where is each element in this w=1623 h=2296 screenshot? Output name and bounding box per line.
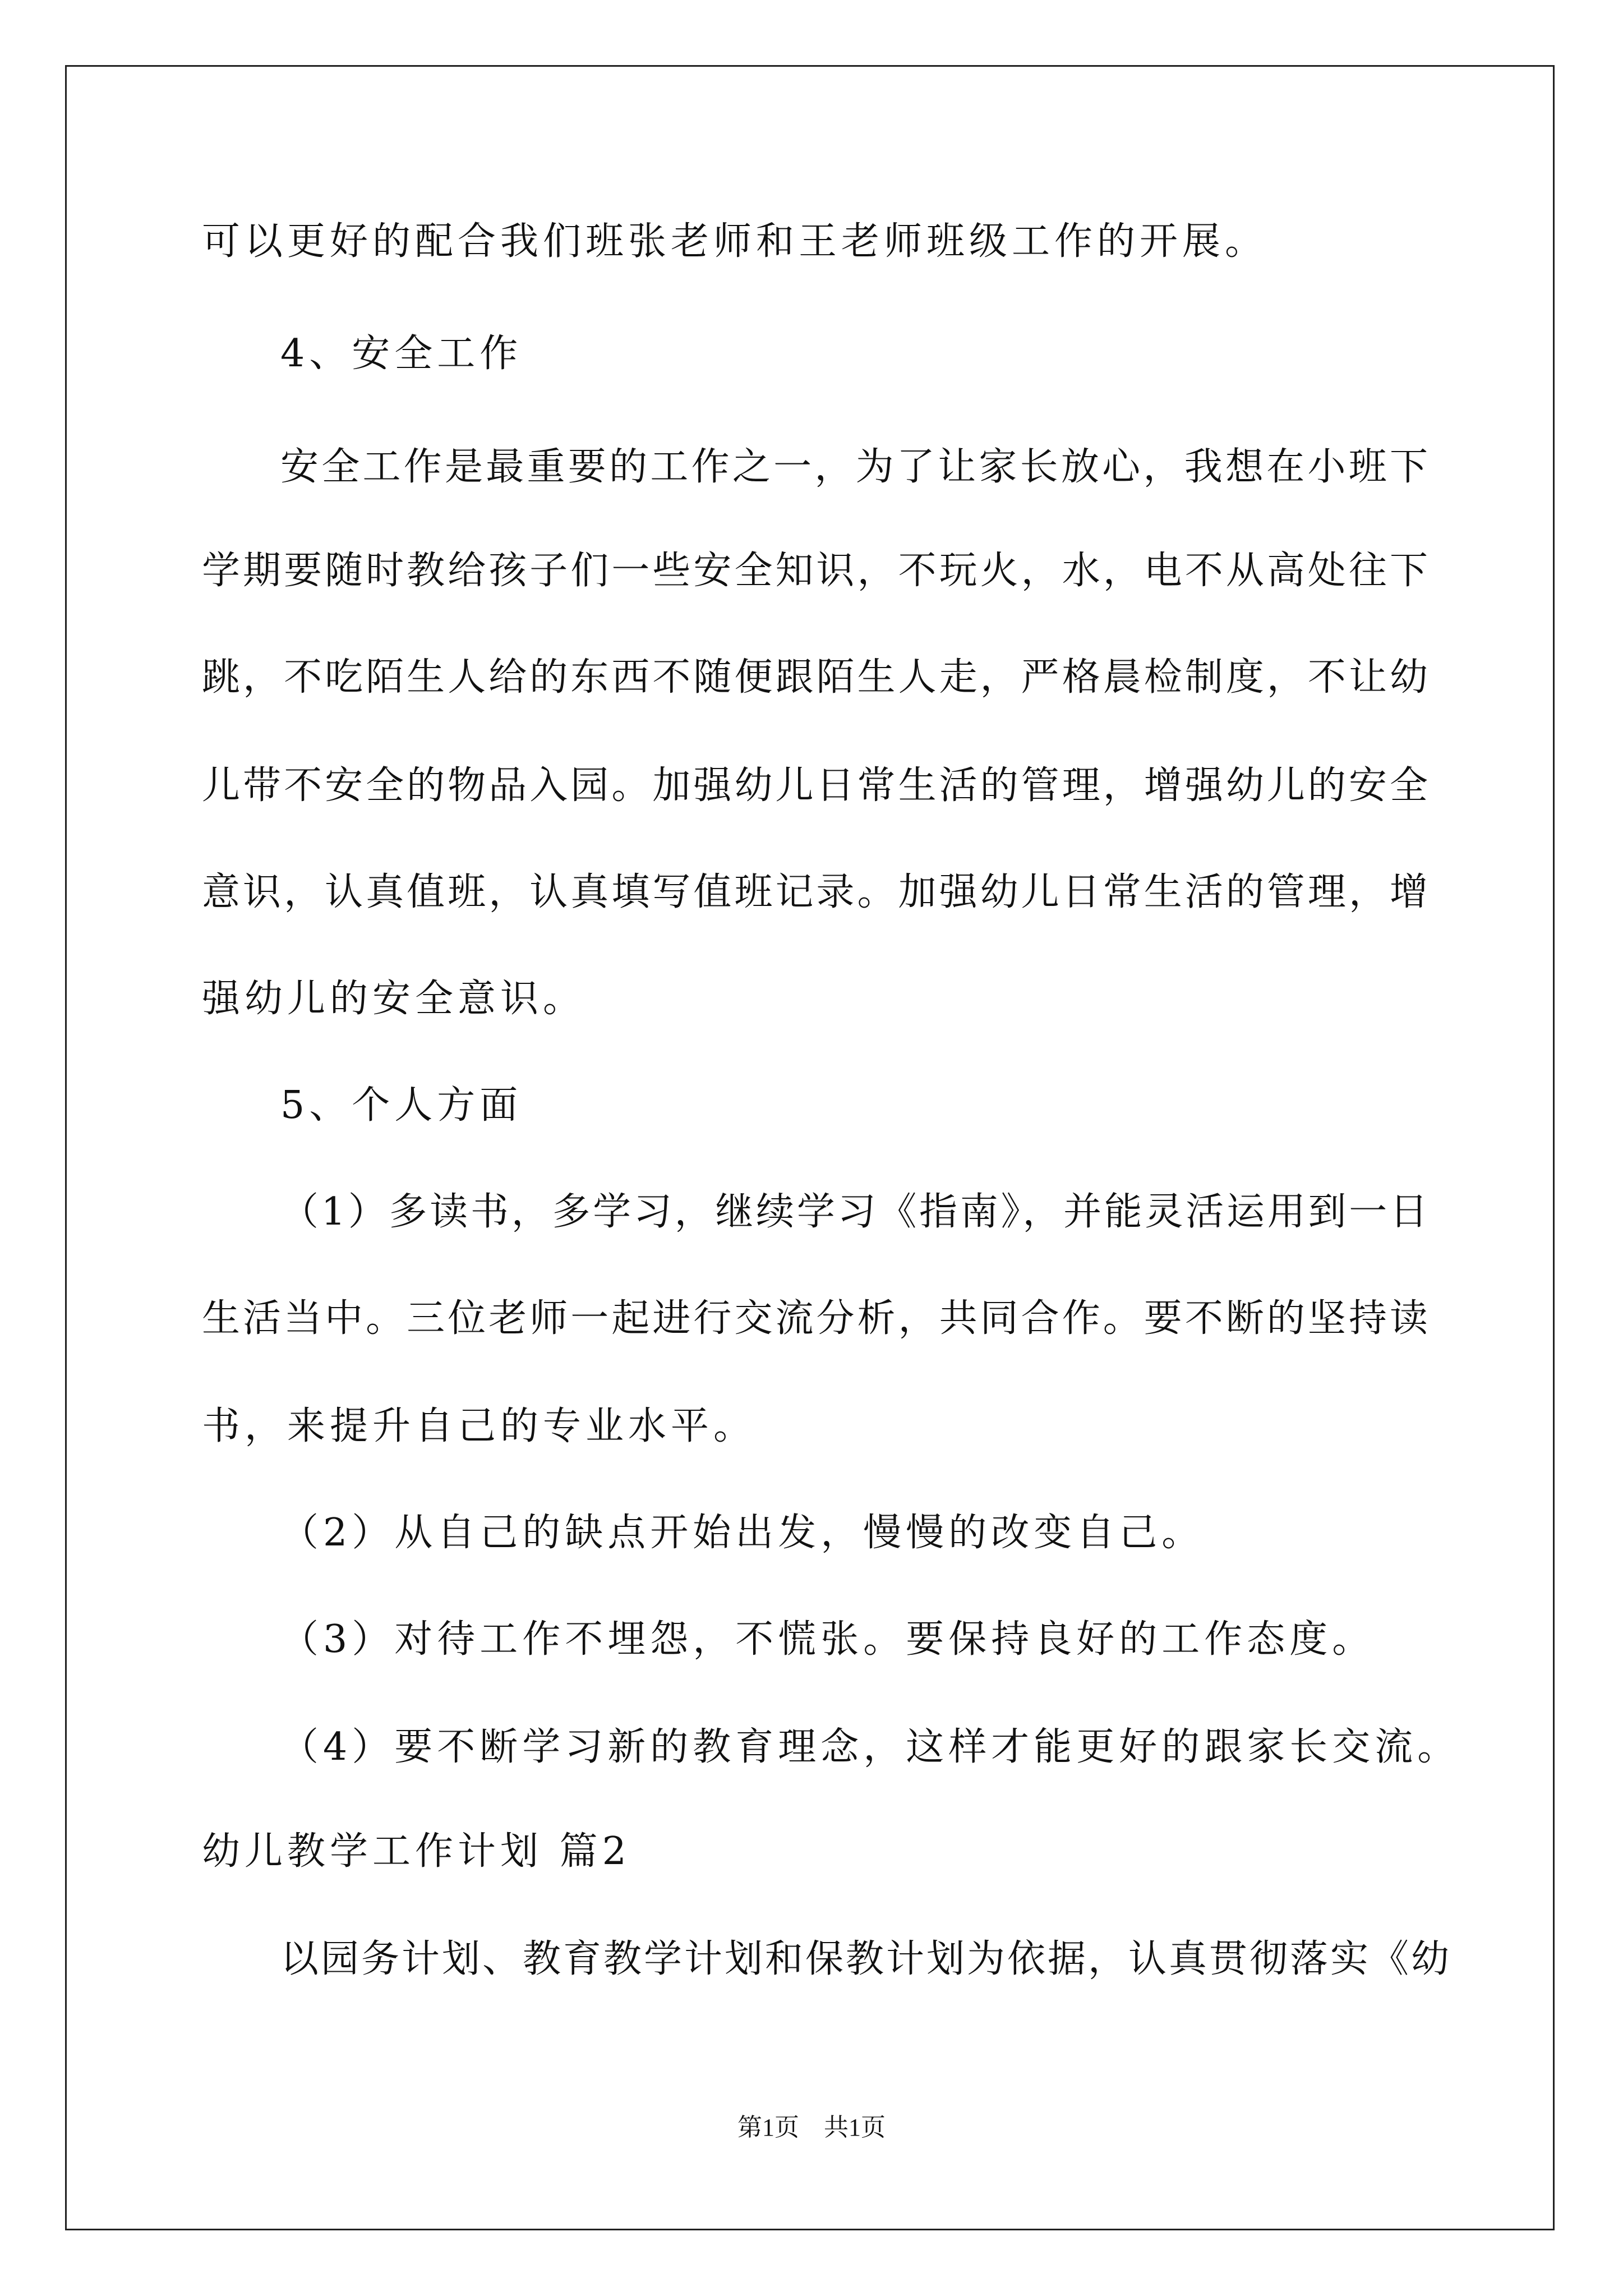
paragraph-line: 意识，认真值班，认真填写值班记录。加强幼儿日常生活的管理，增: [202, 870, 1430, 914]
paragraph-line: 书，来提升自己的专业水平。: [202, 1404, 757, 1448]
section-title: 幼儿教学工作计划 篇2: [202, 1829, 631, 1874]
paragraph-line: 生活当中。三位老师一起进行交流分析，共同合作。要不断的坚持读: [202, 1296, 1430, 1341]
page-footer: 第1页 共1页: [737, 2114, 886, 2141]
paragraph-line: （4）要不断学习新的教育理念，这样才能更好的跟家长交流。: [280, 1725, 1460, 1769]
paragraph-line: 学期要随时教给孩子们一些安全知识，不玩火，水，电不从高处往下: [202, 549, 1430, 593]
section-heading-safety: 4、安全工作: [280, 332, 523, 376]
paragraph-line: 以园务计划、教育教学计划和保教计划为依据，认真贯彻落实《幼: [280, 1937, 1452, 1981]
paragraph-line: （2）从自己的缺点开始出发，慢慢的改变自己。: [280, 1511, 1205, 1555]
paragraph-line: 安全工作是最重要的工作之一，为了让家长放心，我想在小班下: [280, 445, 1430, 489]
paragraph-line: （3）对待工作不埋怨，不慌张。要保持良好的工作态度。: [280, 1617, 1375, 1662]
paragraph-line: 儿带不安全的物品入园。加强幼儿日常生活的管理，增强幼儿的安全: [202, 763, 1430, 808]
paragraph-line: （1）多读书，多学习，继续学习《指南》，并能灵活运用到一日: [280, 1190, 1430, 1234]
page-border: [65, 65, 1555, 2230]
paragraph-line: 可以更好的配合我们班张老师和王老师班级工作的开展。: [202, 219, 1268, 264]
section-heading-personal: 5、个人方面: [280, 1083, 523, 1128]
paragraph-line: 跳，不吃陌生人给的东西不随便跟陌生人走，严格晨检制度，不让幼: [202, 655, 1430, 700]
paragraph-line: 强幼儿的安全意识。: [202, 977, 586, 1021]
